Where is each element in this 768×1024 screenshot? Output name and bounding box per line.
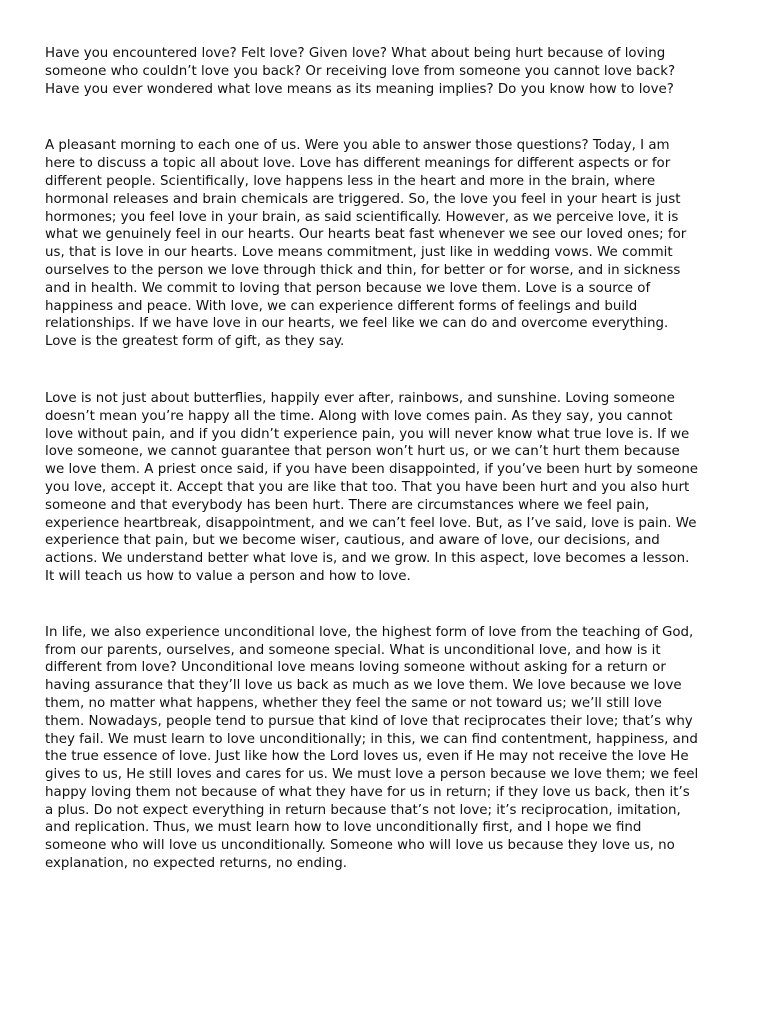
paragraph-intro-questions: Have you encountered love? Felt love? Given love? What about being hurt because of loving someone who couldn’t love you back? Or receiving love from someone you cannot love back? Have you ever wondered what love means as its meaning implies? Do you know how to love?: [45, 46, 676, 97]
document-page: [45, 45, 725, 873]
paragraph-meaning-of-love: A pleasant morning to each one of us. Were you able to answer those questions? Today, I am here to discuss a topic all about love. Love has different meanings for different aspects or for different people. Scientifically, love happens less in the heart and more in the brain, where hormonal releases and brain chemicals are triggered. So, the love you feel in your heart is just hormones; you feel love in your brain, as said scientifically. However, as we perceive love, it is what we genuinely feel in our hearts. Our hearts beat fast whenever we see our loved ones; for us, that is love in our hearts. Love means commitment, just like in wedding vows. We commit ourselves to the person we love through thick and thin, for better or for worse, and in sickness and in health. We commit to loving that person because we love them. Love is a source of happiness and peace. With love, we can experience different forms of feelings and build relationships. If we have love in our hearts, we feel like we can do and overcome everything. Love is the greatest form of gift, as they say.: [45, 138, 687, 350]
paragraph-unconditional-love: In life, we also experience unconditional love, the highest form of love from the teaching of God, from our parents, ourselves, and someone special. What is unconditional love, and how is it different from love? Unconditional love means loving someone without asking for a return or having assurance that they’ll love us back as much as we love them. We love because we love them, no matter what happens, whether they feel the same or not toward us; we’ll still love them. Nowadays, people tend to pursue that kind of love that reciprocates their love; that’s why they fail. We must learn to love unconditionally; in this, we can find contentment, happiness, and the true essence of love. Just like how the Lord loves us, even if He may not receive the love He gives to us, He still loves and cares for us. We must love a person because we love them; we feel happy loving them not because of what they have for us in return; if they love us back, then it’s a plus. Do not expect everything in return because that’s not love; it’s reciprocation, imitation, and replication. Thus, we must learn how to love unconditionally first, and I hope we find someone who will love us unconditionally. Someone who will love us because they love us, no explanation, no expected returns, no ending.: [45, 624, 699, 872]
paragraph-love-and-pain: Love is not just about butterflies, happily ever after, rainbows, and sunshine. Loving someone doesn’t mean you’re happy all the time. Along with love comes pain. As they say, you cannot love without pain, and if you didn’t experience pain, you will never know what true love is. If we love someone, we cannot guarantee that person won’t hurt us, or we can’t hurt them because we love them. A priest once said, if you have been disappointed, if you’ve been hurt by someone you love, accept it. Accept that you are like that too. That you have been hurt and you also hurt someone and that everybody has been hurt. There are circumstances where we feel pain, experience heartbreak, disappointment, and we can’t feel love. But, as I’ve said, love is pain. We experience that pain, but we become wiser, cautious, and aware of love, our decisions, and actions. We understand better what love is, and we grow. In this aspect, love becomes a lesson. It will teach us how to value a person and how to love.: [45, 390, 699, 584]
